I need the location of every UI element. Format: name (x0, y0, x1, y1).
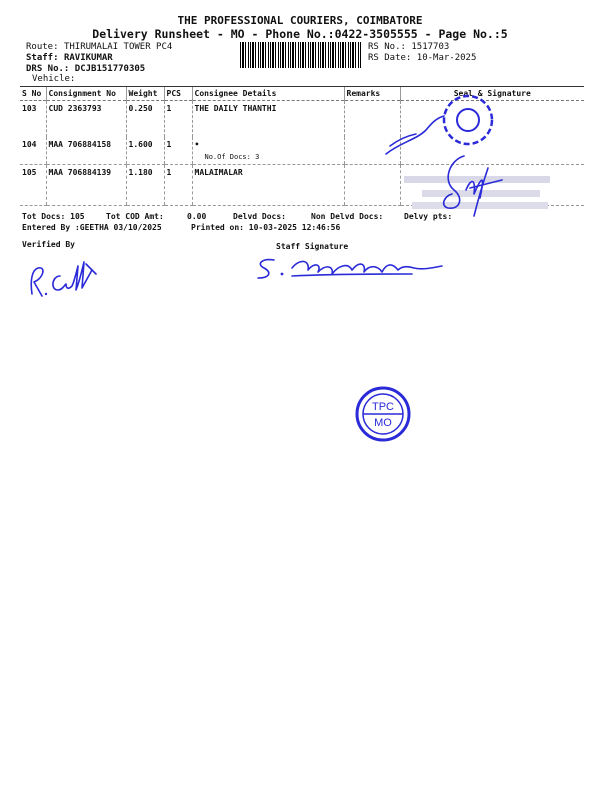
vehicle-label: Vehicle: (32, 74, 76, 84)
table-row: 104 MAA 706884158 1.600 1 • No.Of Docs: 3 (20, 137, 584, 165)
staff-line: Staff: RAVIKUMAR (26, 53, 113, 63)
staff-signature-label: Staff Signature (276, 242, 349, 251)
non-delvd-docs: Non Delvd Docs: (311, 212, 384, 221)
tot-docs: Tot Docs: 105 (22, 212, 85, 221)
rs-no-line: RS No.: 1517703 (368, 42, 450, 52)
barcode (240, 42, 362, 68)
route-line: Route: THIRUMALAI TOWER PC4 (26, 42, 173, 52)
stamp-line1: TPC (372, 401, 394, 413)
verified-signature (26, 256, 106, 300)
delvd-docs: Delvd Docs: (233, 212, 286, 221)
rs-date-line: RS Date: 10-Mar-2025 (368, 53, 477, 63)
entered-by: Entered By :GEETHA 03/10/2025 (22, 223, 162, 232)
col-weight: Weight (126, 87, 164, 101)
col-pcs: PCS (164, 87, 192, 101)
tot-cod-value: 0.00 (187, 212, 207, 221)
col-remarks: Remarks (344, 87, 400, 101)
verified-by: Verified By (22, 240, 75, 249)
tot-cod-label: Tot COD Amt: (106, 212, 164, 221)
runsheet-subtitle: Delivery Runsheet - MO - Phone No.:0422-3505555 - Page No.:5 (92, 27, 508, 41)
col-consignment: Consignment No (46, 87, 126, 101)
col-sno: S No (20, 87, 46, 101)
col-consignee: Consignee Details (192, 87, 344, 101)
delvy-pts: Delvy pts: (404, 212, 453, 221)
tpc-mo-stamp (353, 384, 413, 444)
stamp-line2: MO (374, 417, 392, 429)
table-row: 103 CUD 2363793 0.250 1 THE DAILY THANTHI (20, 101, 584, 138)
staff-signature (252, 252, 452, 284)
table-row: 105 MAA 706884139 1.180 1 MALAIMALAR (20, 165, 584, 206)
receiver-signature (430, 150, 510, 220)
drs-line: DRS No.: DCJB151770305 (26, 64, 146, 74)
docs-count: No.Of Docs: 3 (204, 153, 260, 161)
company-title: THE PROFESSIONAL COURIERS, COIMBATORE (177, 14, 423, 27)
col-seal: Seal & Signature (400, 87, 584, 101)
printed-on: Printed on: 10-03-2025 12:46:56 (191, 223, 341, 232)
